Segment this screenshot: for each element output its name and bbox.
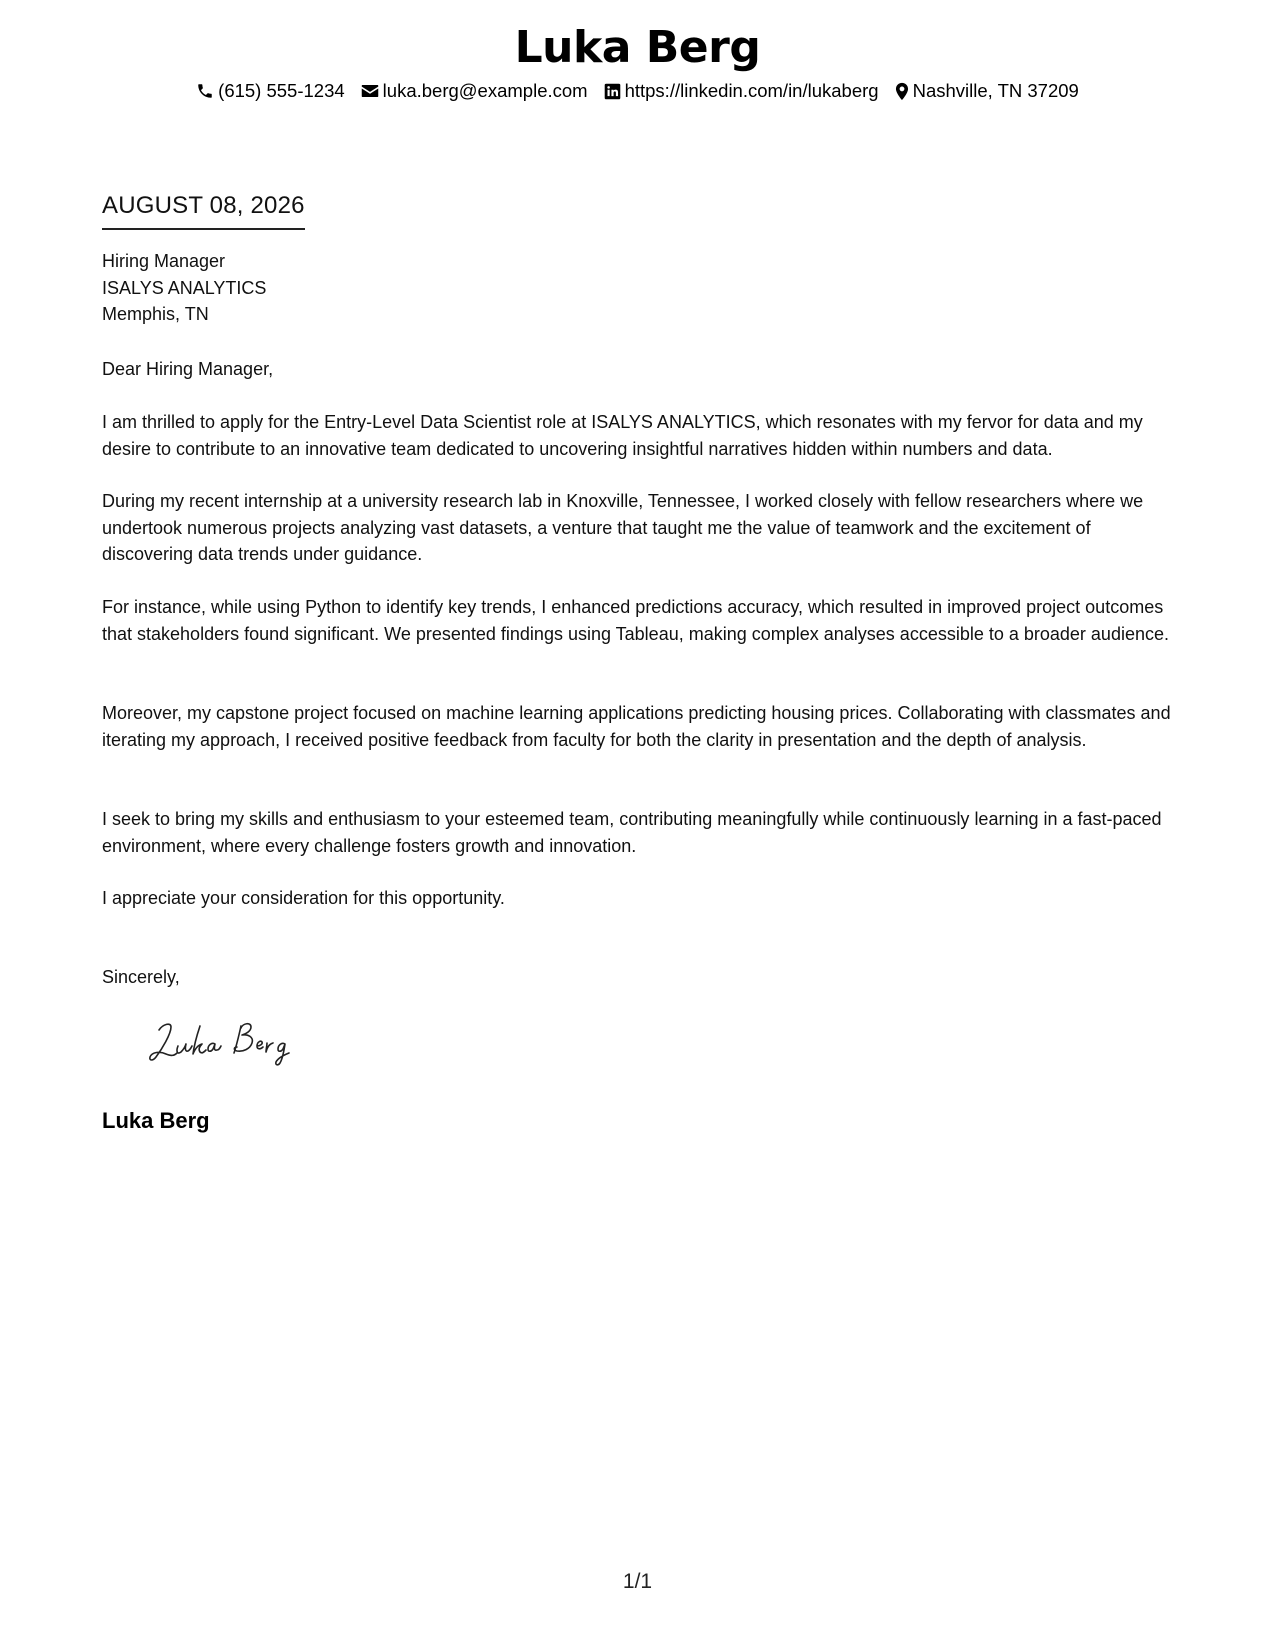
body-paragraph: I am thrilled to apply for the Entry-Level Data Scientist role at ISALYS ANALYTICS, which resonates with my fervor for data and my desire to contribute to an innovative team dedicated to uncovering insightful narratives hidden within numbers and data.: [102, 412, 1143, 459]
contact-location: [895, 78, 1079, 104]
salutation: Dear Hiring Manager,: [102, 359, 274, 379]
body-paragraph: For instance, while using Python to identify key trends, I enhanced predictions accuracy, which resulted in improved project outcomes that stakeholders found significant. We presented findings using Tableau, making complex analyses accessible to a broader audience.: [102, 597, 1169, 644]
recipient-block: [102, 248, 1182, 328]
page-number: 1/1: [622, 1570, 653, 1593]
contact-phone: [196, 78, 345, 104]
contact-info: [0, 78, 1275, 104]
body-paragraph: I seek to bring my skills and enthusiasm to your esteemed team, contributing meaningfully while continuously learning in a fast-paced environment, where every challenge fosters growth and innovation.: [102, 809, 1162, 856]
linkedin-icon: [604, 83, 621, 100]
applicant-name: Luka Berg: [514, 22, 761, 73]
signer-name: Luka Berg: [102, 1108, 210, 1133]
contact-email[interactable]: [361, 78, 588, 104]
recipient-company: ISALYS ANALYTICS: [102, 277, 267, 298]
body-paragraph: During my recent internship at a university research lab in Knoxville, Tennessee, I worked closely with fellow researchers where we undertook numerous projects analyzing vast datasets, a venture that taught me the value of teamwork and the excitement of discovering data trends under guidance.: [102, 491, 1144, 564]
email-text[interactable]: luka.berg@example.com: [382, 80, 588, 101]
handwritten-signature: [145, 1016, 325, 1072]
linkedin-text[interactable]: https://linkedin.com/in/lukaberg: [624, 80, 879, 101]
body-paragraph: I appreciate your consideration for this opportunity.: [102, 888, 505, 908]
recipient-title: Hiring Manager: [102, 251, 226, 271]
body-paragraph: Moreover, my capstone project focused on machine learning applications predicting housing prices. Collaborating with classmates and iterating my approach, I received positive feedback from faculty for both the clarity in presentation and the depth of analysis.: [102, 703, 1171, 750]
recipient-location: Memphis, TN: [102, 304, 209, 324]
envelope-icon: [361, 83, 379, 99]
letter-date: AUGUST 08, 2026: [102, 190, 305, 230]
phone-icon: [196, 82, 214, 100]
phone-text: (615) 555-1234: [218, 80, 345, 101]
location-text: Nashville, TN 37209: [912, 80, 1079, 101]
closing: Sincerely,: [102, 967, 180, 987]
map-pin-icon: [895, 82, 909, 101]
contact-linkedin[interactable]: [604, 78, 879, 104]
